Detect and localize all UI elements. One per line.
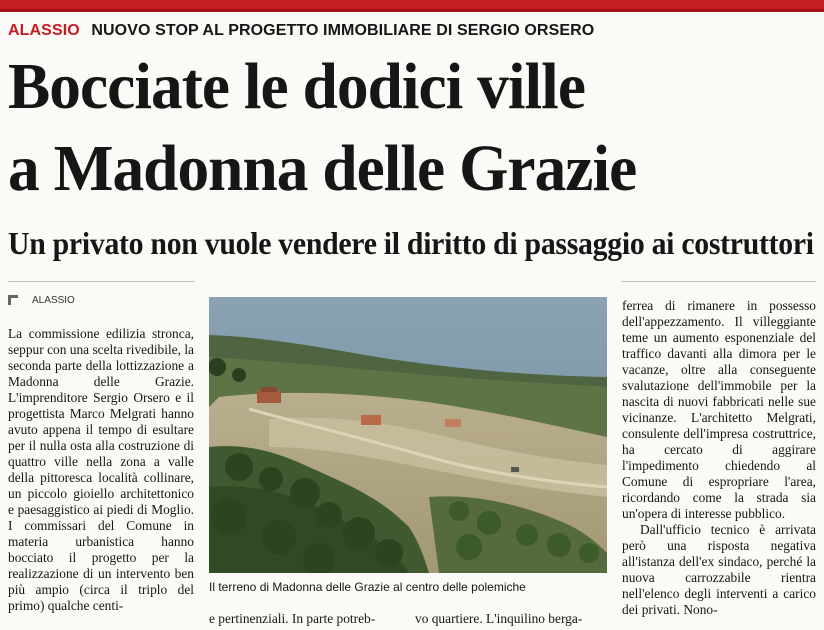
headline-line-1: Bocciate le dodici ville <box>8 50 586 123</box>
dateline-corner-icon <box>8 295 18 305</box>
column-rule <box>622 281 816 282</box>
headline-line-2: a Madonna delle Grazie <box>8 132 637 205</box>
article-paragraph: Dall'ufficio tecnico è arrivata però una risposta negativa all'istanza dell'ex sindaco, perché la nuova carrozzabile rientra nell'elenco degli interventi a carico dei privati. Nono- <box>622 522 816 617</box>
article-paragraph: e pertinenziali. In parte potreb- <box>209 611 376 626</box>
kicker-label: NUOVO STOP AL PROGETTO IMMOBILIARE DI SERGIO ORSERO <box>91 22 595 39</box>
article-column-4 <box>622 298 816 618</box>
dateline-text: ALASSIO <box>32 295 75 306</box>
article-photo <box>209 297 607 573</box>
hillside-photo-illustration <box>209 297 607 573</box>
article-column-2 <box>209 611 394 627</box>
kicker-place: ALASSIO <box>8 22 80 39</box>
photo-caption: Il terreno di Madonna delle Grazie al centro delle polemiche <box>209 580 526 594</box>
masthead-rule <box>0 0 824 9</box>
article-column-3 <box>415 611 610 627</box>
headline <box>8 46 788 210</box>
dateline <box>8 295 75 306</box>
article-paragraph: ferrea di rimanere in possesso dell'appezzamento. Il villeggiante teme un aumento esponenziale del traffico davanti alla dimora per le vacanze, oltre alla conseguente svalutazione dell'immobile per la nascita di nuovi fabbricati nelle sue vicinanze. L'architetto Melgrati, consulente dell'impresa costruttrice, ha cercato di aggirare l'impedimento chiedendo al Comune di espropriare l'area, ricordando come la strada sia un'opera di interesse pubblico. <box>622 298 816 521</box>
article-paragraph: vo quartiere. L'inquilino berga- <box>415 611 583 626</box>
article-column-1 <box>8 326 194 614</box>
subhead: Un privato non vuole vendere il diritto di passaggio ai costruttori <box>8 225 814 261</box>
column-rule <box>8 281 194 282</box>
kicker <box>8 22 594 40</box>
article-paragraph: La commissione edilizia stronca, seppur con una scelta rivedibile, la seconda parte della lottizzazione a Madonna delle Grazie. L'imprenditore Sergio Orsero e il progettista Marco Melgrati hanno avuto appena il tempo di esultare per il nulla osta alla costruzione di quattro ville nella zona a valle della pittoresca località collinare, un piccolo gioiello architettonico e paesaggistico ai piedi di Moglio. I commissari del Comune in materia urbanistica hanno bocciato il progetto per la realizzazione di un intervento ben più ampio (circa il triplo del primo) qualche centi- <box>8 326 194 613</box>
